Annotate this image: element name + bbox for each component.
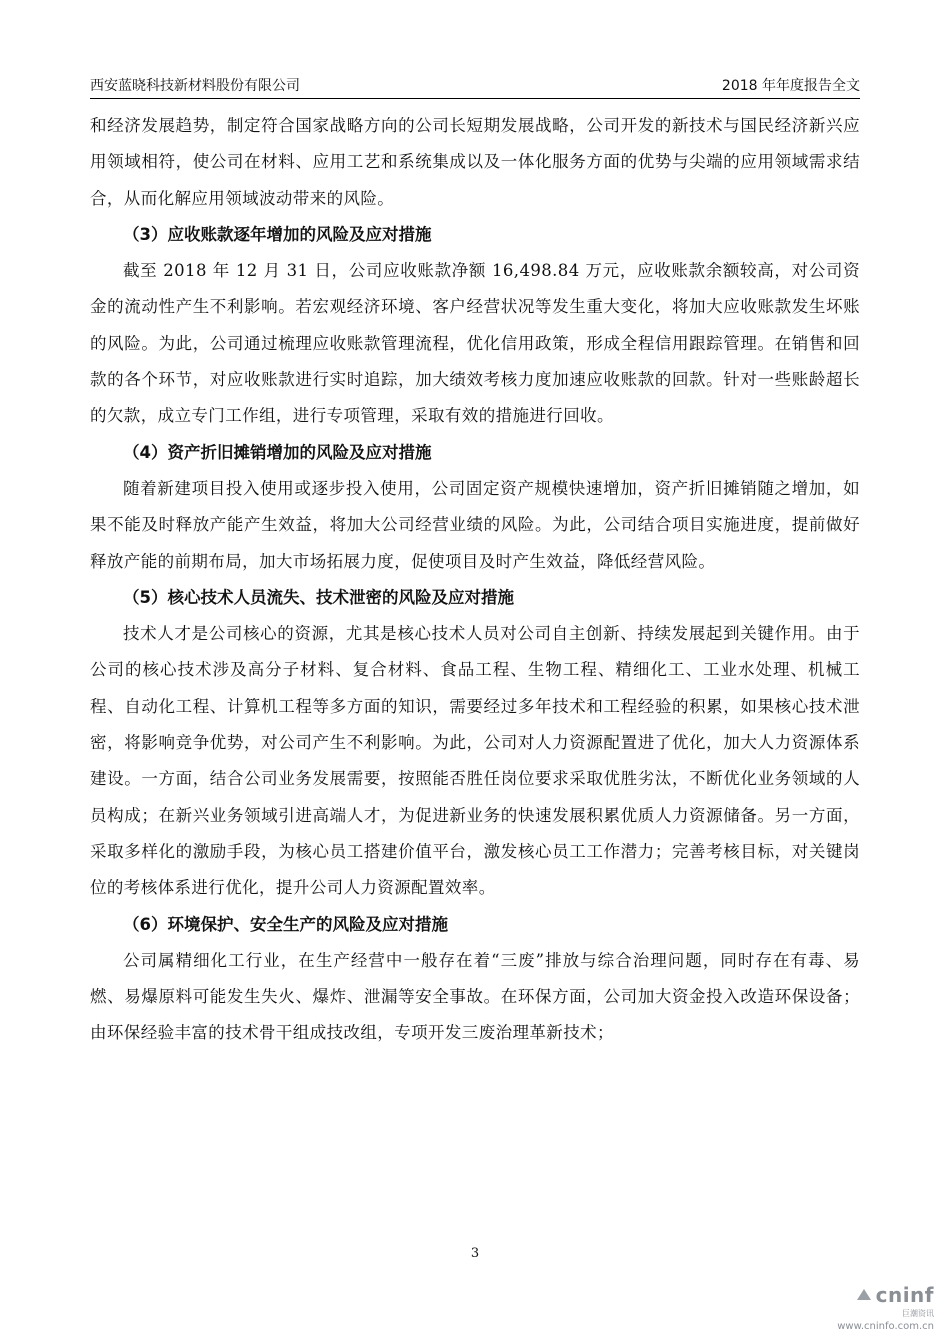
cninfo-subtitle: 巨潮资讯 [902, 1309, 934, 1318]
section-heading-talent-risk: （5）核心技术人员流失、技术泄密的风险及应对措施 [123, 587, 514, 607]
paragraph-environment-safety-risk: 公司属精细化工行业，在生产经营中一般存在着“三废”排放与综合治理问题，同时存在有毒、易燃、易爆原料可能发生失火、爆炸、泄漏等安全事故。在环保方面，公司加大资金投入改造环保设备；由环保经验丰富的技术骨干组成技改组，专项开发三废治理革新技术； [90, 950, 860, 1043]
paragraph-talent-risk: 技术人才是公司核心的资源，尤其是核心技术人员对公司自主创新、持续发展起到关键作用。由于公司的核心技术涉及高分子材料、复合材料、食品工程、生物工程、精细化工、工业水处理、机械工程、自动化工程、计算机工程等多方面的知识，需要经过多年技术和工程经验的积累，如果核心技术泄密，将影响竞争优势，对公司产生不利影响。为此，公司对人力资源配置进了优化，加大人力资源体系建设。一方面，结合公司业务发展需要，按照能否胜任岗位要求采取优胜劣汰，不断优化业务领域的人员构成；在新兴业务领域引进高端人才，为促进新业务的快速发展积累优质人力资源储备。另一方面，采取多样化的激励手段，为核心员工搭建价值平台，激发核心员工工作潜力；完善考核目标，对关键岗位的考核体系进行优化，提升公司人力资源配置效率。 [90, 624, 860, 898]
header-report-title: 2018 年年度报告全文 [721, 78, 860, 94]
section-heading-environment-safety-risk: （6）环境保护、安全生产的风险及应对措施 [123, 914, 448, 934]
header-company-name: 西安蓝晓科技新材料股份有限公司 [90, 78, 300, 94]
paragraph-depreciation-risk: 随着新建项目投入使用或逐步投入使用，公司固定资产规模快速增加，资产折旧摊销随之增加，如果不能及时释放产能产生效益，将加大公司经营业绩的风险。为此，公司结合项目实施进度，提前做好释放产能的前期布局，加大市场拓展力度，促使项目及时产生效益，降低经营风险。 [90, 478, 860, 571]
section-heading-depreciation-risk: （4）资产折旧摊销增加的风险及应对措施 [123, 442, 432, 462]
cninfo-logo-icon [855, 1286, 873, 1304]
cninfo-logo [855, 1283, 934, 1307]
cninfo-watermark [814, 1283, 934, 1332]
page-header [90, 76, 860, 99]
document-body [90, 108, 860, 1052]
paragraph-intro-continuation: 和经济发展趋势，制定符合国家战略方向的公司长短期发展战略，公司开发的新技术与国民经济新兴应用领域相符，使公司在材料、应用工艺和系统集成以及一体化服务方面的优势与尖端的应用领域需求结合，从而化解应用领域波动带来的风险。 [90, 116, 860, 208]
cninfo-brand: cninf [875, 1283, 934, 1307]
cninfo-url: www.cninfo.com.cn [837, 1321, 934, 1332]
section-heading-receivables-risk: （3）应收账款逐年增加的风险及应对措施 [123, 224, 432, 244]
page-number: 3 [470, 1246, 480, 1261]
paragraph-receivables-risk: 截至 2018 年 12 月 31 日，公司应收账款净额 16,498.84 万元，应收账款余额较高，对公司资金的流动性产生不利影响。若宏观经济环境、客户经营状况等发生重大变化，将加大应收账款发生坏账的风险。为此，公司通过梳理应收账款管理流程，优化信用政策，形成全程信用跟踪管理。在销售和回款的各个环节，对应收账款进行实时追踪，加大绩效考核力度加速应收账款的回款。针对一些账龄超长的欠款，成立专门工作组，进行专项管理，采取有效的措施进行回收。 [90, 261, 860, 426]
